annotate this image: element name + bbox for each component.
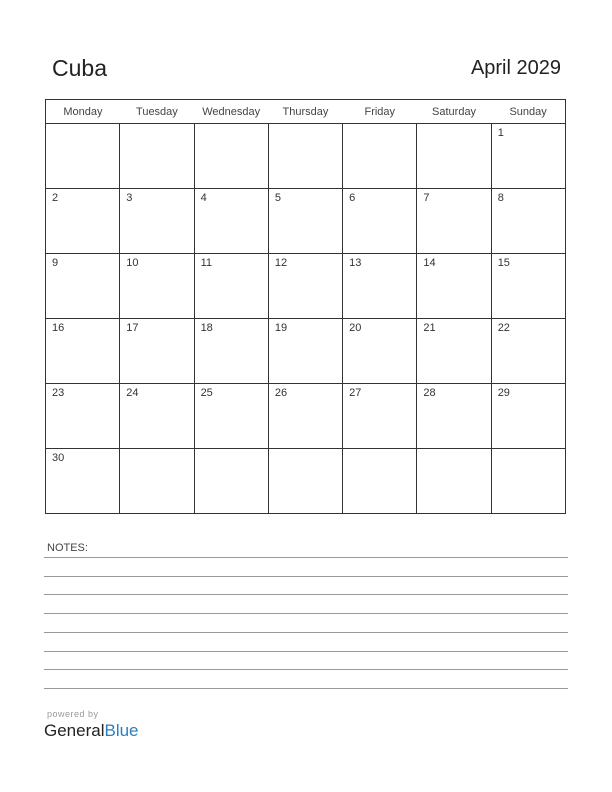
day-number: 18 xyxy=(200,322,213,334)
day-number: 23 xyxy=(52,387,65,399)
weekday-sunday: Sunday xyxy=(491,100,565,124)
day-number: 3 xyxy=(126,192,133,204)
weekday-tuesday: Tuesday xyxy=(120,100,194,124)
week-row-3 xyxy=(46,254,566,319)
day-number xyxy=(343,124,416,127)
day-number: 24 xyxy=(126,387,139,399)
day-cell xyxy=(120,449,194,514)
day-cell xyxy=(46,449,120,514)
day-number xyxy=(343,449,416,452)
day-cell xyxy=(194,449,268,514)
day-cell xyxy=(46,124,120,189)
brand-logo xyxy=(44,721,139,741)
weekday-wednesday: Wednesday xyxy=(194,100,268,124)
day-number xyxy=(120,124,193,127)
day-cell xyxy=(343,319,417,384)
day-cell xyxy=(491,124,565,189)
week-row-4 xyxy=(46,319,566,384)
note-line xyxy=(44,613,568,614)
day-cell xyxy=(268,254,342,319)
day-cell xyxy=(194,319,268,384)
day-cell xyxy=(417,254,491,319)
day-cell xyxy=(194,189,268,254)
week-row-2 xyxy=(46,189,566,254)
day-number: 16 xyxy=(52,322,65,334)
day-number: 1 xyxy=(497,127,504,139)
day-number xyxy=(195,449,268,452)
note-line xyxy=(44,557,568,558)
day-number xyxy=(269,449,342,452)
week-row-6 xyxy=(46,449,566,514)
calendar-grid xyxy=(45,99,566,514)
day-number: 10 xyxy=(126,257,139,269)
day-number: 19 xyxy=(274,322,288,334)
day-cell xyxy=(491,319,565,384)
day-cell xyxy=(417,124,491,189)
weekday-saturday: Saturday xyxy=(417,100,491,124)
day-number: 29 xyxy=(497,387,510,399)
day-number xyxy=(195,124,268,127)
day-cell xyxy=(46,384,120,449)
day-number: 27 xyxy=(349,387,362,399)
note-line xyxy=(44,651,568,652)
day-cell xyxy=(46,189,120,254)
day-number: 9 xyxy=(52,257,59,269)
day-cell xyxy=(417,319,491,384)
day-number: 25 xyxy=(200,387,213,399)
day-cell xyxy=(46,319,120,384)
day-number xyxy=(417,124,490,127)
day-cell xyxy=(46,254,120,319)
day-cell xyxy=(194,254,268,319)
powered-by-text: powered by xyxy=(47,709,99,719)
day-cell xyxy=(343,189,417,254)
day-cell xyxy=(194,384,268,449)
day-cell xyxy=(343,254,417,319)
note-line xyxy=(44,669,568,670)
day-number: 8 xyxy=(497,192,504,204)
note-line xyxy=(44,632,568,633)
day-cell xyxy=(491,254,565,319)
day-cell xyxy=(343,124,417,189)
day-cell xyxy=(120,254,194,319)
day-cell xyxy=(120,384,194,449)
day-number: 30 xyxy=(52,452,65,464)
day-cell xyxy=(120,124,194,189)
day-number: 7 xyxy=(423,192,430,204)
day-cell xyxy=(268,319,342,384)
weekday-monday: Monday xyxy=(46,100,120,124)
day-cell xyxy=(491,384,565,449)
day-cell xyxy=(343,384,417,449)
day-cell xyxy=(491,189,565,254)
day-number: 12 xyxy=(274,257,288,269)
day-cell xyxy=(417,384,491,449)
day-number: 13 xyxy=(349,257,362,269)
day-number xyxy=(46,124,119,127)
day-number: 6 xyxy=(349,192,356,204)
day-cell xyxy=(417,449,491,514)
day-cell xyxy=(120,189,194,254)
weekday-thursday: Thursday xyxy=(268,100,342,124)
note-line xyxy=(44,688,568,689)
notes-label: NOTES: xyxy=(47,542,88,554)
day-number xyxy=(120,449,193,452)
week-row-5 xyxy=(46,384,566,449)
day-number xyxy=(269,124,342,127)
week-row-1 xyxy=(46,124,566,189)
day-number: 4 xyxy=(200,192,207,204)
day-number: 2 xyxy=(52,192,59,204)
month-year-title: April 2029 xyxy=(470,57,561,79)
weekday-friday: Friday xyxy=(343,100,417,124)
day-number xyxy=(417,449,490,452)
day-cell xyxy=(194,124,268,189)
day-number: 22 xyxy=(497,322,510,334)
weekday-header-row xyxy=(46,100,566,124)
day-number: 28 xyxy=(423,387,436,399)
day-cell xyxy=(120,319,194,384)
brand-general: General xyxy=(44,721,105,740)
day-cell xyxy=(491,449,565,514)
day-number: 11 xyxy=(200,257,212,269)
day-number: 5 xyxy=(274,192,281,204)
day-number: 21 xyxy=(423,322,436,334)
day-cell xyxy=(268,449,342,514)
day-cell xyxy=(343,449,417,514)
day-cell xyxy=(268,384,342,449)
note-line xyxy=(44,576,568,577)
note-line xyxy=(44,594,568,595)
country-title: Cuba xyxy=(52,55,107,81)
day-number xyxy=(492,449,565,452)
day-cell xyxy=(417,189,491,254)
brand-blue: Blue xyxy=(104,721,139,740)
day-cell xyxy=(268,124,342,189)
day-number: 14 xyxy=(423,257,436,269)
day-number: 20 xyxy=(349,322,362,334)
day-number: 15 xyxy=(497,257,510,269)
day-cell xyxy=(268,189,342,254)
day-number: 17 xyxy=(126,322,139,334)
day-number: 26 xyxy=(274,387,288,399)
